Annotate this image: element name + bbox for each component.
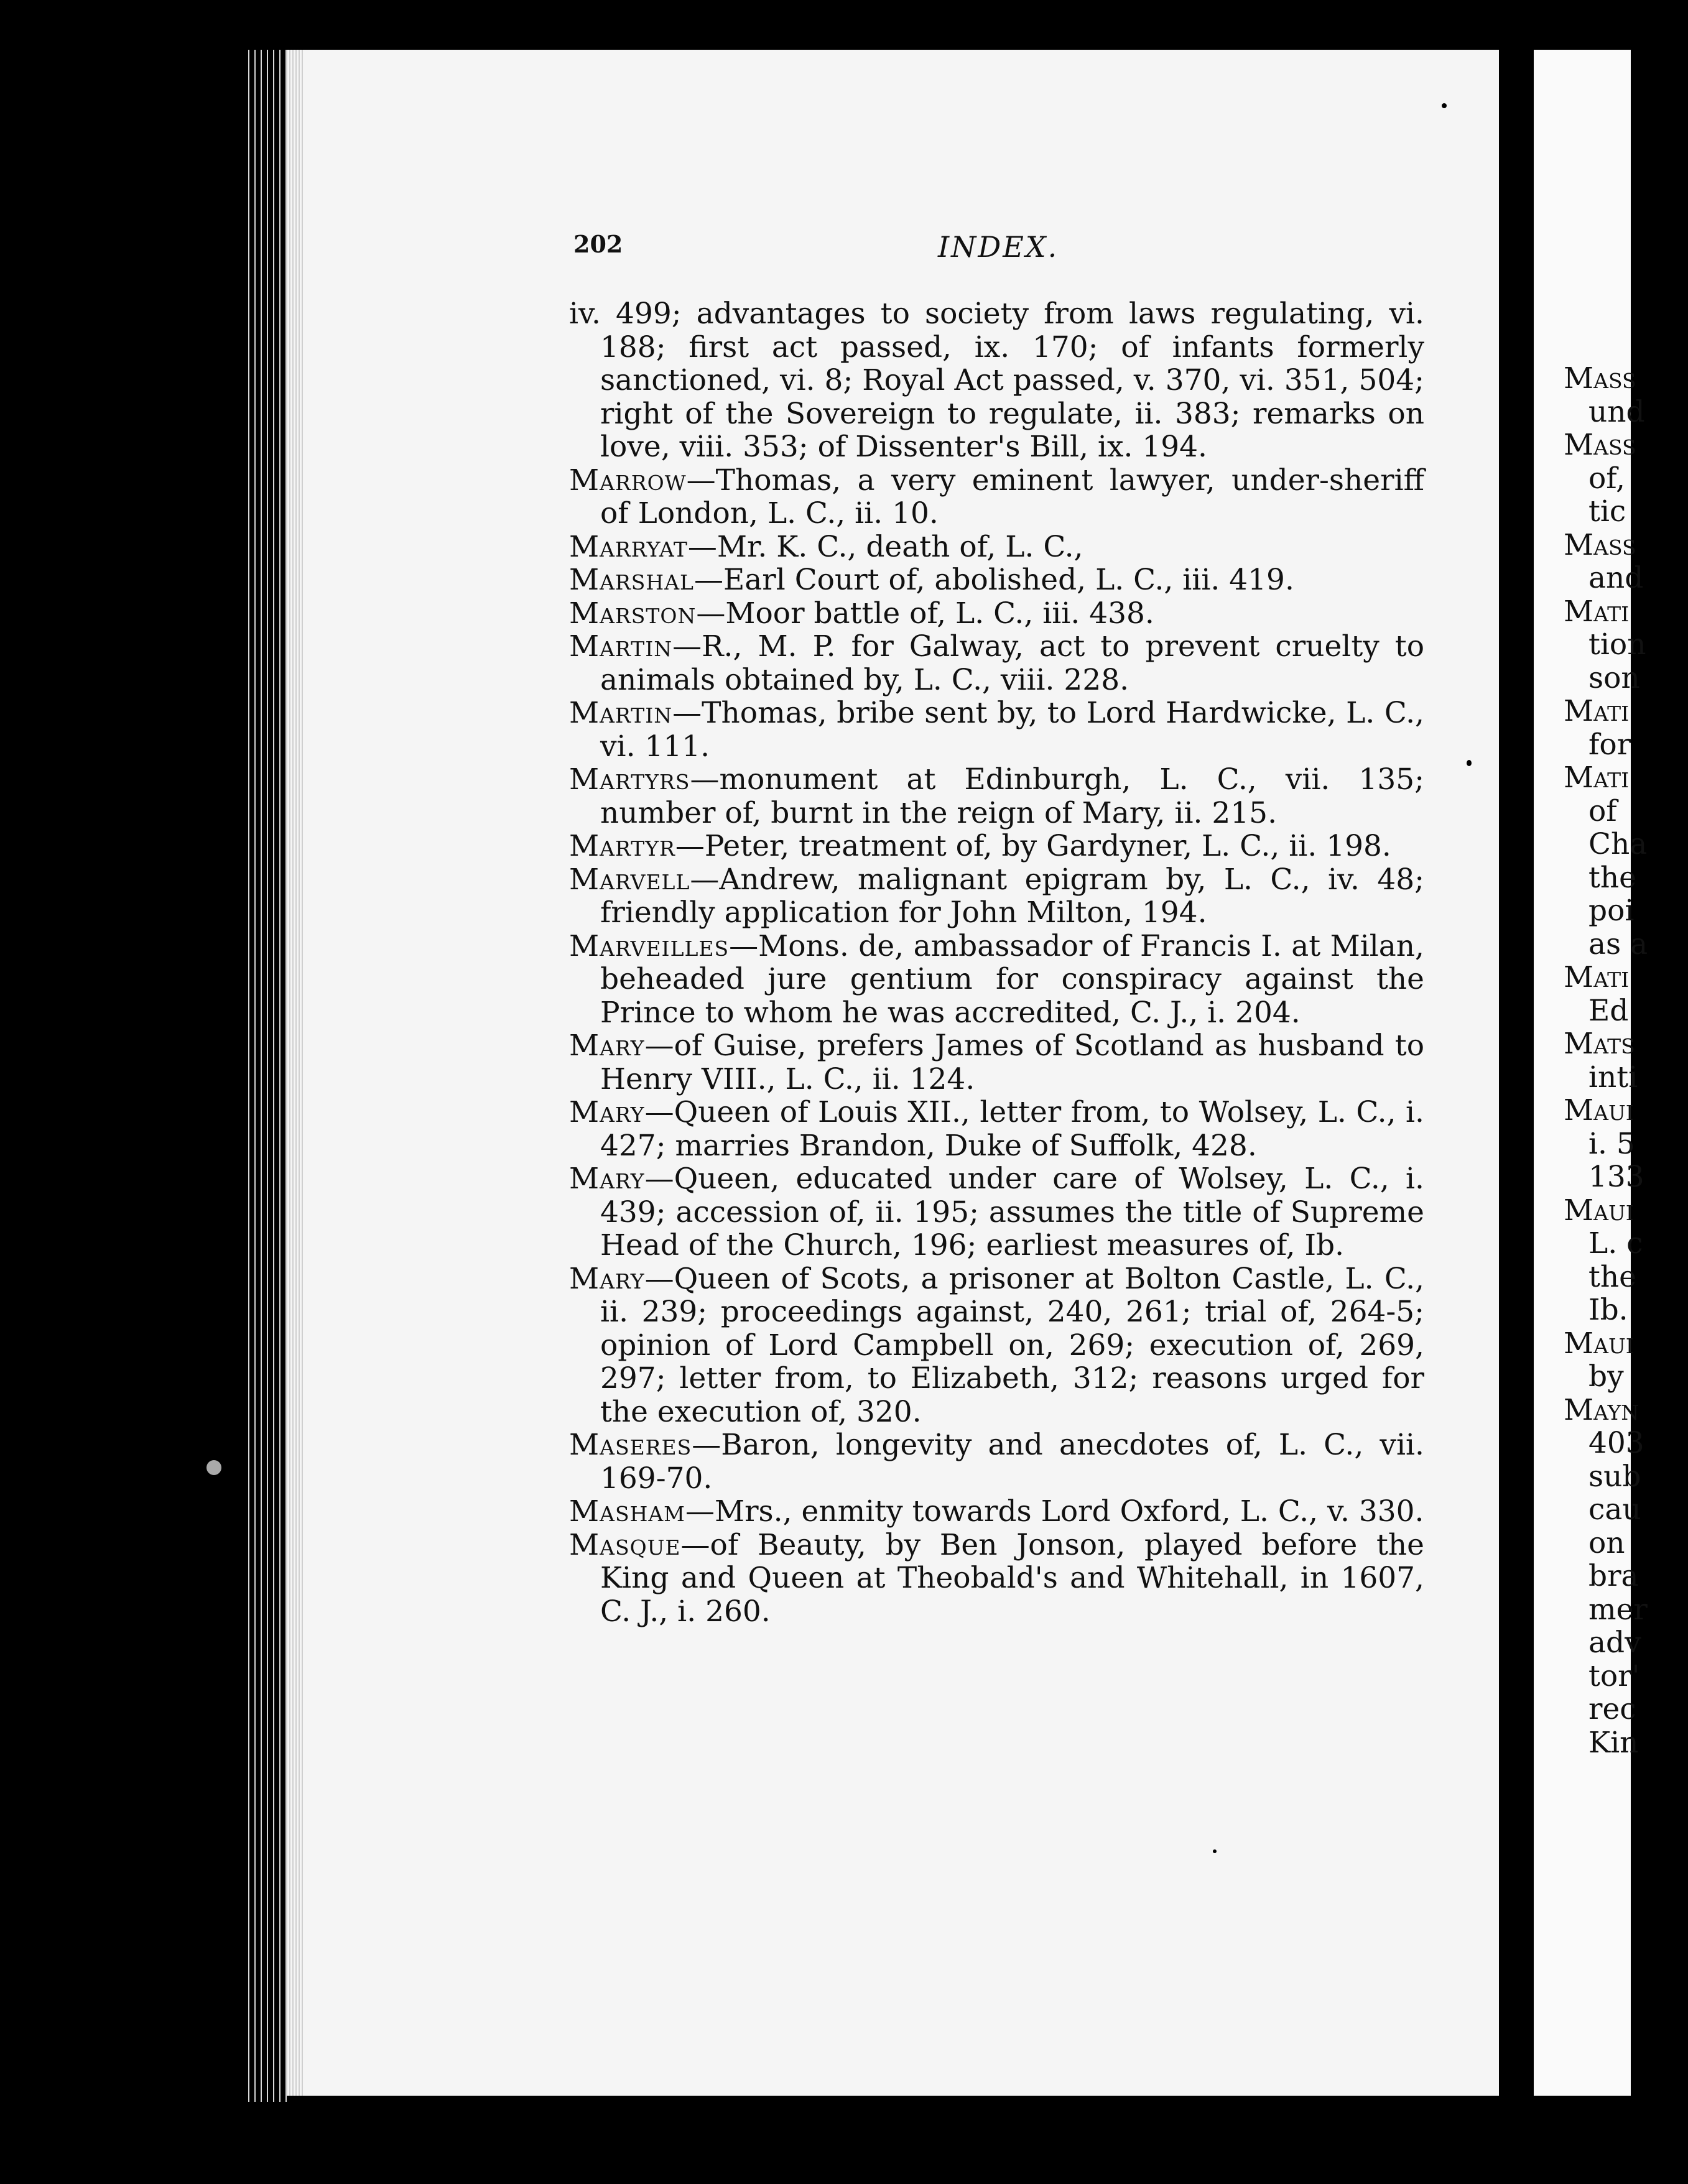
adjacent-page-line: Kin <box>1588 1725 1639 1760</box>
adjacent-page-line: Maui <box>1564 1093 1634 1127</box>
index-entry-text: iv. 499; advantages to society from laws regulating, vi. 188; first act passed, ix. 170; of infants formerly sanctioned, vi. 8; Royal Act passed, v. 370, vi. 351, 504; right of the Sovereign to regulate, ii. 383; remarks on love, viii. 353; of Dissenter's Bill, ix. 194. <box>569 297 1424 464</box>
adjacent-page-line: cau <box>1588 1492 1641 1527</box>
adjacent-page-line: Mati <box>1564 694 1630 728</box>
adjacent-page-line: Mayn <box>1564 1392 1639 1427</box>
index-entry-text: —Baron, longevity and anecdotes of, L. C., vii. 169-70. <box>600 1428 1424 1496</box>
index-entry-text: —of Guise, prefers James of Scotland as husband to Henry VIII., L. C., ii. 124. <box>600 1029 1424 1096</box>
adjacent-page-line: on <box>1588 1525 1625 1560</box>
page-number: 202 <box>573 230 623 258</box>
index-entry-text: —Earl Court of, abolished, L. C., iii. 419. <box>693 563 1294 597</box>
adjacent-page-line: sub <box>1588 1459 1641 1494</box>
index-entry <box>569 696 1424 763</box>
adjacent-page-line: i. 5 <box>1588 1126 1635 1161</box>
index-headword: Martyr <box>569 829 675 863</box>
index-headword: Marryat <box>569 529 688 564</box>
index-headword: Maseres <box>569 1428 692 1462</box>
adjacent-page-line: Cha <box>1588 827 1648 861</box>
adjacent-page-line: Mass <box>1564 361 1636 396</box>
adjacent-page-line: Mati <box>1564 594 1630 629</box>
adjacent-page-line: Mass <box>1564 527 1636 562</box>
index-headword: Marveilles <box>569 928 730 963</box>
index-entry <box>569 530 1424 564</box>
adjacent-page-line: und <box>1588 394 1645 429</box>
adjacent-page-line: by <box>1588 1359 1624 1394</box>
index-headword: Masham <box>569 1494 685 1529</box>
index-headword: Mary <box>569 1029 645 1063</box>
index-entry-text: —Thomas, a very eminent lawyer, under-sheriff of London, L. C., ii. 10. <box>600 463 1424 530</box>
index-entry-text: —Peter, treatment of, by Gardyner, L. C., ii. 198. <box>675 829 1391 863</box>
speck <box>1442 103 1447 108</box>
index-entry <box>569 1262 1424 1429</box>
index-headword: Mary <box>569 1261 645 1296</box>
speck <box>1213 1849 1217 1853</box>
adjacent-page-line: of, <box>1588 461 1625 496</box>
adjacent-page-line: 403 <box>1588 1426 1644 1460</box>
adjacent-page-line: Mati <box>1564 960 1630 994</box>
index-entry-text: —Queen of Scots, a prisoner at Bolton Castle, L. C., ii. 239; proceedings against, 240, 261; trial of, 264-5; opinion of Lord Campbell on, 269; execution of, 269, 297; letter from, to Elizabeth, 312; reasons urged for the execution of, 320. <box>600 1261 1424 1429</box>
index-headword: Marvell <box>569 862 690 897</box>
index-entries <box>569 297 1424 1628</box>
index-headword: Martin <box>569 696 673 730</box>
index-entry-text: —Queen of Louis XII., letter from, to Wolsey, L. C., i. 427; marries Brandon, Duke of Suffolk, 428. <box>600 1095 1424 1163</box>
adjacent-page-line: son <box>1588 660 1640 695</box>
index-entry <box>569 464 1424 530</box>
adjacent-page-line: Ed <box>1588 993 1629 1028</box>
index-entry <box>569 297 1424 464</box>
index-entry-text: —Queen, educated under care of Wolsey, L. C., i. 439; accession of, ii. 195; assumes the title of Supreme Head of the Church, 196; earliest measures of, Ib. <box>600 1162 1424 1262</box>
index-entry-text: —Andrew, malignant epigram by, L. C., iv. 48; friendly application for John Milton, 194. <box>600 862 1424 930</box>
adjacent-page-line: Maui <box>1564 1193 1634 1228</box>
running-title: INDEX. <box>938 230 1059 264</box>
adjacent-page-line: Mati <box>1564 761 1630 795</box>
index-entry <box>569 1428 1424 1495</box>
index-entry <box>569 597 1424 631</box>
adjacent-page-line: Ib. <box>1588 1293 1628 1327</box>
index-entry-text: —Moor battle of, L. C., iii. 438. <box>696 596 1154 631</box>
adjacent-page-line: the <box>1588 1259 1636 1294</box>
adjacent-page-line: tic <box>1588 494 1626 529</box>
index-entry-text: —of Beauty, by Ben Jonson, played before the King and Queen at Theobald's and Whitehall, in 1607, C. J., i. 260. <box>600 1527 1424 1629</box>
adjacent-page-line: bra <box>1588 1559 1639 1593</box>
index-headword: Marrow <box>569 463 687 497</box>
adjacent-page-line: adv <box>1588 1626 1641 1660</box>
page-edges <box>286 50 305 2096</box>
index-entry <box>569 1495 1424 1529</box>
adjacent-page-text <box>1564 362 1688 1759</box>
index-entry-text: —Thomas, bribe sent by, to Lord Hardwicke, L. C., vi. 111. <box>600 696 1424 764</box>
adjacent-page-line: Maui <box>1564 1326 1634 1361</box>
index-entry <box>569 1029 1424 1096</box>
index-headword: Martyrs <box>569 762 690 797</box>
adjacent-page-line: mer <box>1588 1592 1648 1627</box>
adjacent-page-line: as a <box>1588 927 1648 961</box>
adjacent-page-line: rec <box>1588 1692 1636 1726</box>
index-headword: Marston <box>569 596 697 631</box>
adjacent-page-line: Mass <box>1564 428 1636 462</box>
index-entry-text: —Mons. de, ambassador of Francis I. at Milan, beheaded jure gentium for conspiracy against the Prince to whom he was accredited, C. J., i. 204. <box>600 928 1424 1030</box>
adjacent-page-line: the <box>1588 860 1636 895</box>
adjacent-page-line: inti <box>1588 1060 1638 1094</box>
speck <box>206 1460 221 1475</box>
index-entry-text: —Mr. K. C., death of, L. C., <box>687 529 1083 564</box>
adjacent-page-line: for <box>1588 727 1631 762</box>
adjacent-page <box>1534 50 1648 2096</box>
speck <box>1467 760 1472 766</box>
index-entry <box>569 1162 1424 1262</box>
adjacent-page-line: poi <box>1588 894 1635 928</box>
index-entry <box>569 1529 1424 1629</box>
adjacent-page-line: Mats <box>1564 1027 1635 1061</box>
index-headword: Mary <box>569 1162 645 1196</box>
index-entry <box>569 763 1424 830</box>
index-entry <box>569 1096 1424 1162</box>
adjacent-page-line: of <box>1588 794 1617 828</box>
index-entry <box>569 830 1424 863</box>
adjacent-page-line: 133 <box>1588 1160 1644 1194</box>
adjacent-page-line: tion <box>1588 627 1646 662</box>
index-entry-text: —monument at Edinburgh, L. C., vii. 135; number of, burnt in the reign of Mary, ii. 215. <box>600 762 1424 830</box>
index-entry-text: —R., M. P. for Galway, act to prevent cruelty to animals obtained by, L. C., viii. 228. <box>600 629 1424 697</box>
index-headword: Masque <box>569 1527 681 1562</box>
index-entry <box>569 563 1424 597</box>
index-entry <box>569 930 1424 1030</box>
index-headword: Mary <box>569 1095 645 1129</box>
index-entry-text: —Mrs., enmity towards Lord Oxford, L. C., v. 330. <box>685 1494 1424 1529</box>
index-entry <box>569 630 1424 696</box>
page-header <box>0 230 1631 267</box>
adjacent-page-line: and <box>1588 561 1644 595</box>
adjacent-page-line: L. c <box>1588 1226 1643 1261</box>
index-headword: Martin <box>569 629 673 664</box>
book-gutter <box>246 50 289 2102</box>
index-entry <box>569 863 1424 930</box>
index-headword: Marshal <box>569 563 694 597</box>
adjacent-page-line: tor' <box>1588 1659 1640 1693</box>
